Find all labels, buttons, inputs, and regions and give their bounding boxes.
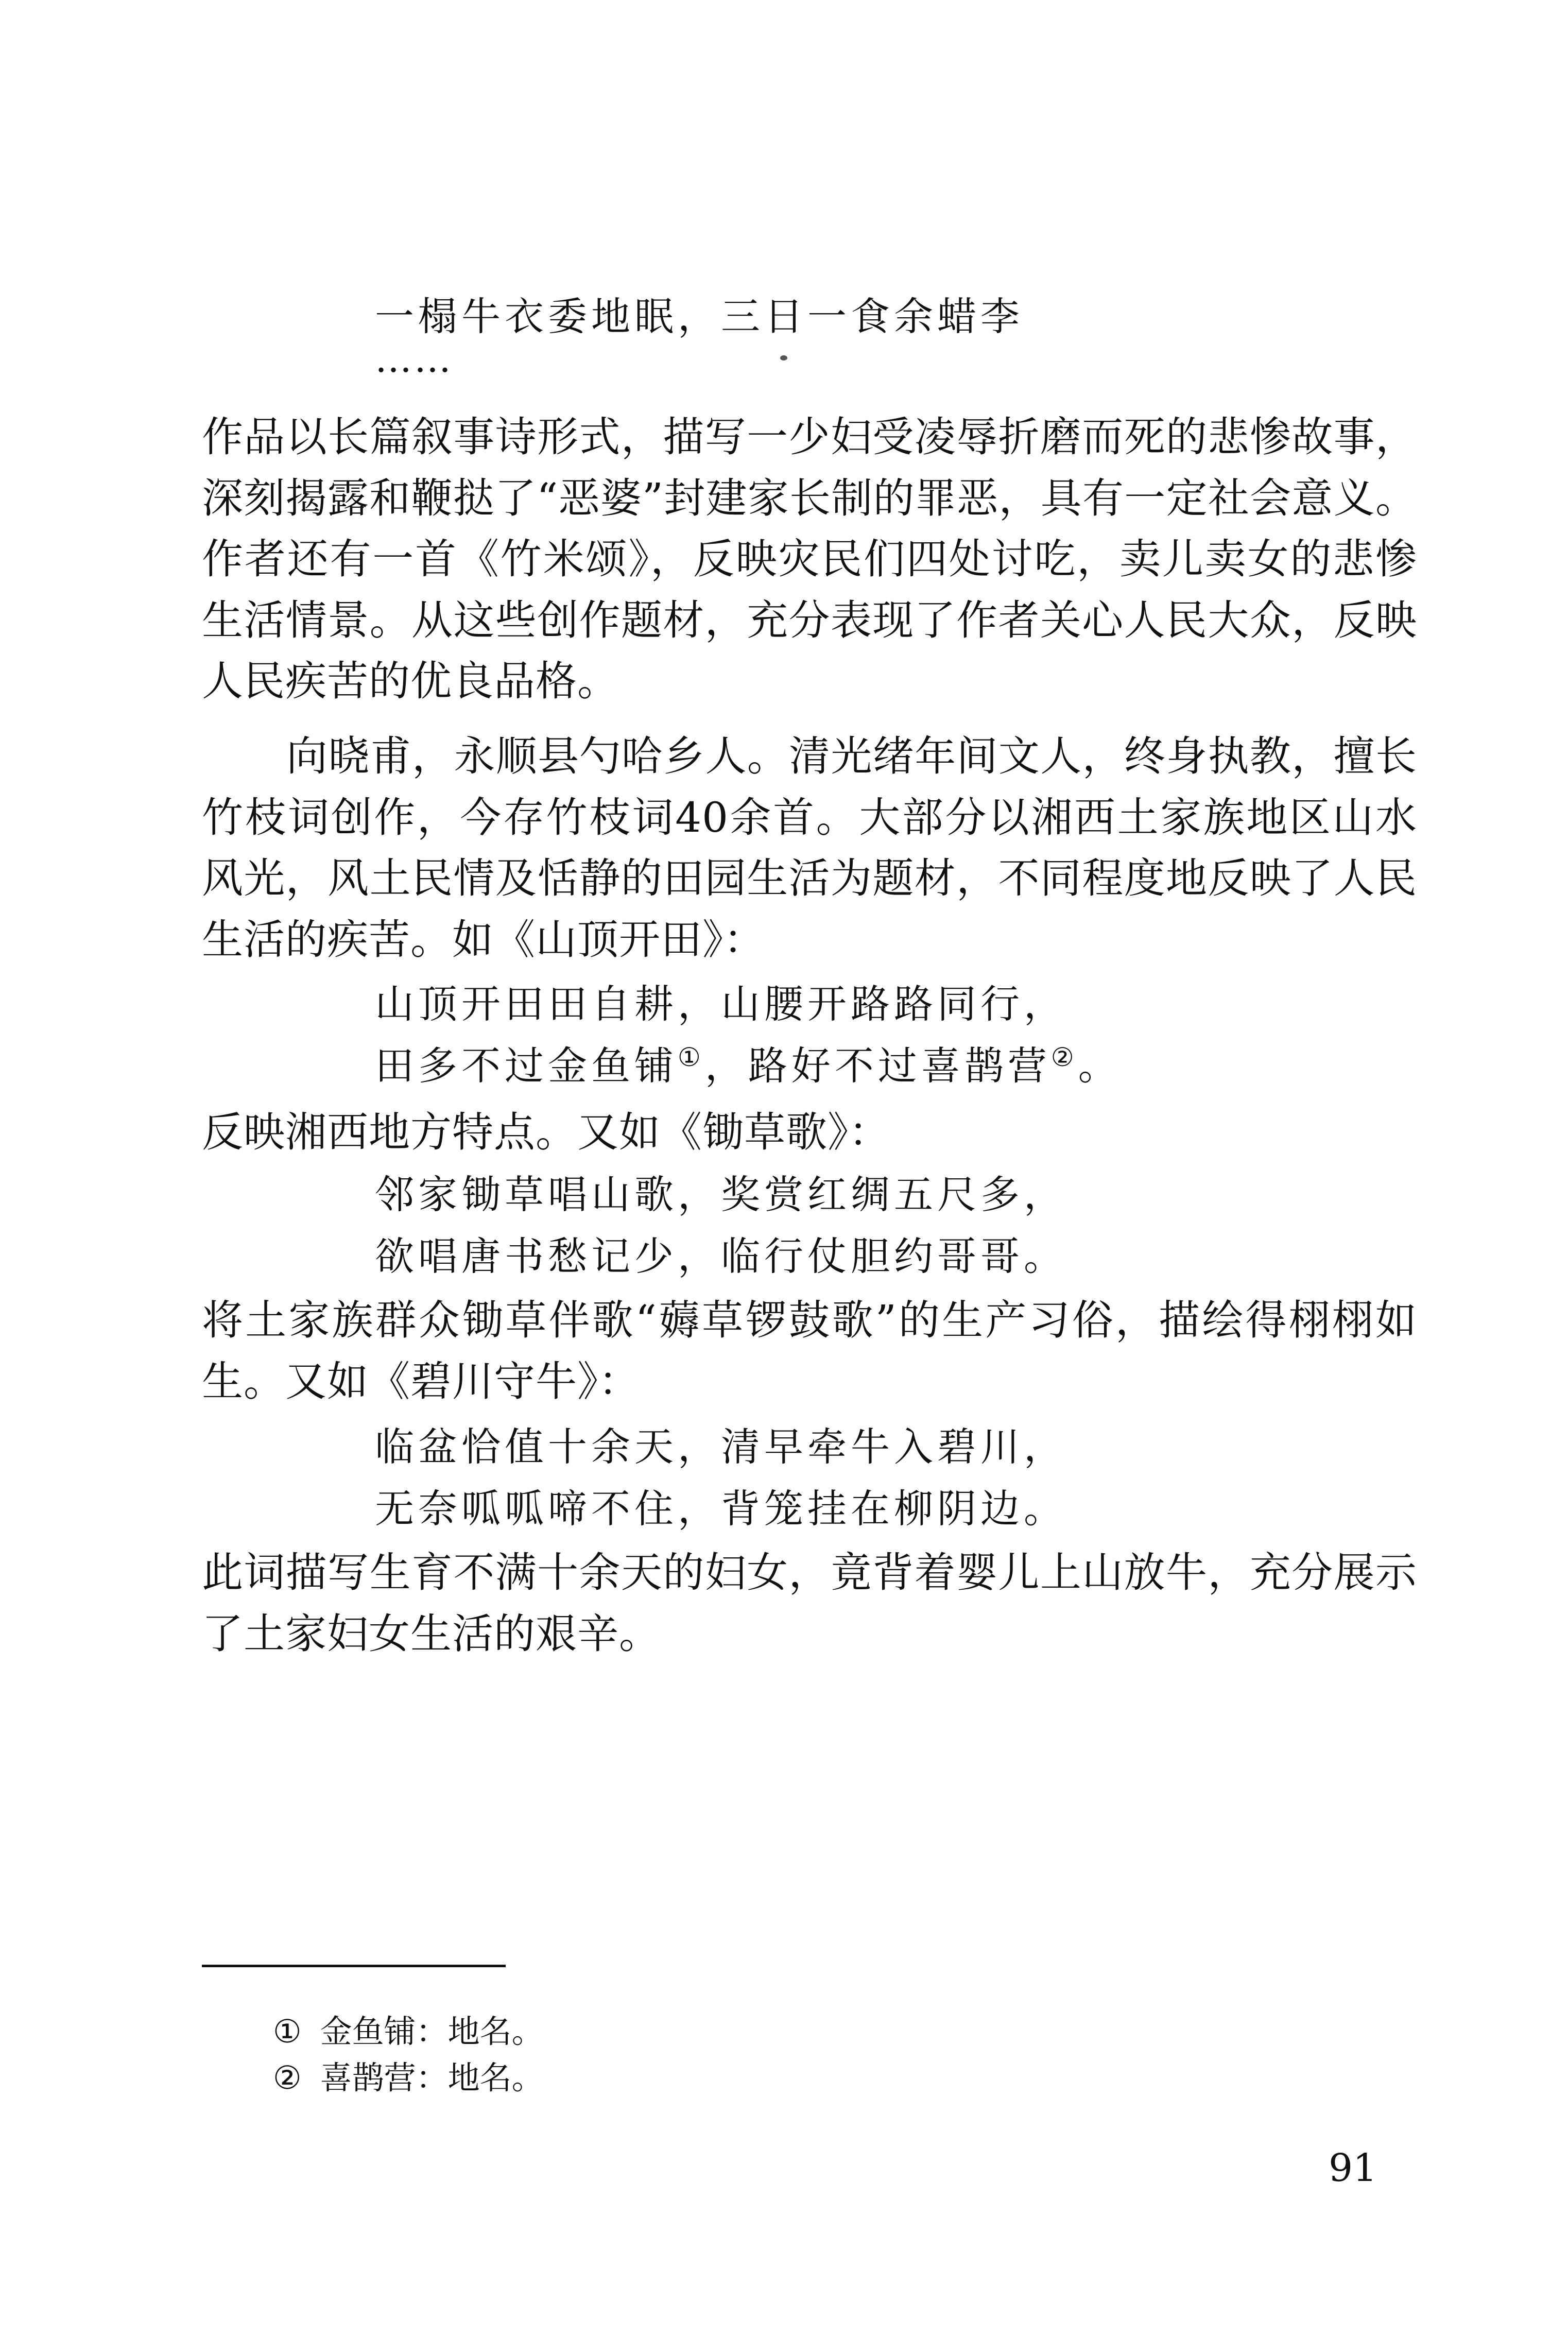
poem3-line-2: 欲唱唐书愁记少，临行仗胆约哥哥。 [375,1233,1067,1279]
footnote-ref-2: ② [1050,1042,1078,1072]
footnote-1-text: 金鱼铺：地名。 [320,2013,544,2050]
footnote-2-text: 喜鹊营：地名。 [320,2059,544,2097]
poem3-line-1: 邻家锄草唱山歌，奖赏红绸五尺多， [375,1172,1067,1217]
footnote-2-mark: ② [273,2059,302,2097]
poem4-line-2: 无奈呱呱啼不住，背笼挂在柳阴边。 [375,1486,1067,1532]
poem1-line-1: 一榻牛衣委地眠，三日一食余蜡李 [375,294,1024,339]
paragraph-5: 此词描写生育不满十余天的妇女，竟背着婴儿上山放牛，充分展示了土家妇女生活的艰辛。 [202,1549,1417,1658]
poem2-line-2-part-c: 。 [1078,1043,1122,1089]
poem1-ellipsis: …… [375,337,453,381]
paragraph-4: 将土家族群众锄草伴歌“薅草锣鼓歌”的生产习俗，描绘得栩栩如生。又如《碧川守牛》： [202,1296,1417,1405]
ink-speck [780,355,787,360]
poem2-line-2-part-b: ，路好不过喜鹊营 [704,1043,1051,1089]
poem2-line-2 [375,1040,1122,1092]
poem2-line-2-part-a: 田多不过金鱼铺 [375,1043,678,1089]
page-number: 91 [1329,2146,1377,2190]
paragraph-2: 向晓甫，永顺县勺哈乡人。清光绪年间文人，终身执教，擅长竹枝词创作，今存竹枝词40余首。大部分以湘西土家族地区山水风光，风土民情及恬静的田园生活为题材，不同程度地反映了人民生活的疾苦。如《山顶开田》： [202,732,1417,964]
paragraph-1: 作品以长篇叙事诗形式，描写一少妇受凌辱折磨而死的悲惨故事，深刻揭露和鞭挞了“恶婆”封建家长制的罪恶，具有一定社会意义。作者还有一首《竹米颂》，反映灾民们四处讨吃，卖儿卖女的悲惨生活情景。从这些创作题材，充分表现了作者关心人民大众，反映人民疾苦的优良品格。 [202,413,1417,705]
footnote-divider [202,1965,506,1967]
footnote-1 [273,2011,544,2052]
footnote-2 [273,2057,544,2099]
footnote-ref-1: ① [678,1042,705,1072]
paragraph-3: 反映湘西地方特点。又如《锄草歌》： [202,1108,890,1156]
footnote-1-mark: ① [273,2013,302,2050]
poem2-line-1: 山顶开田田自耕，山腰开路路同行， [375,981,1067,1027]
poem4-line-1: 临盆恰值十余天，清早牵牛入碧川， [375,1424,1067,1470]
